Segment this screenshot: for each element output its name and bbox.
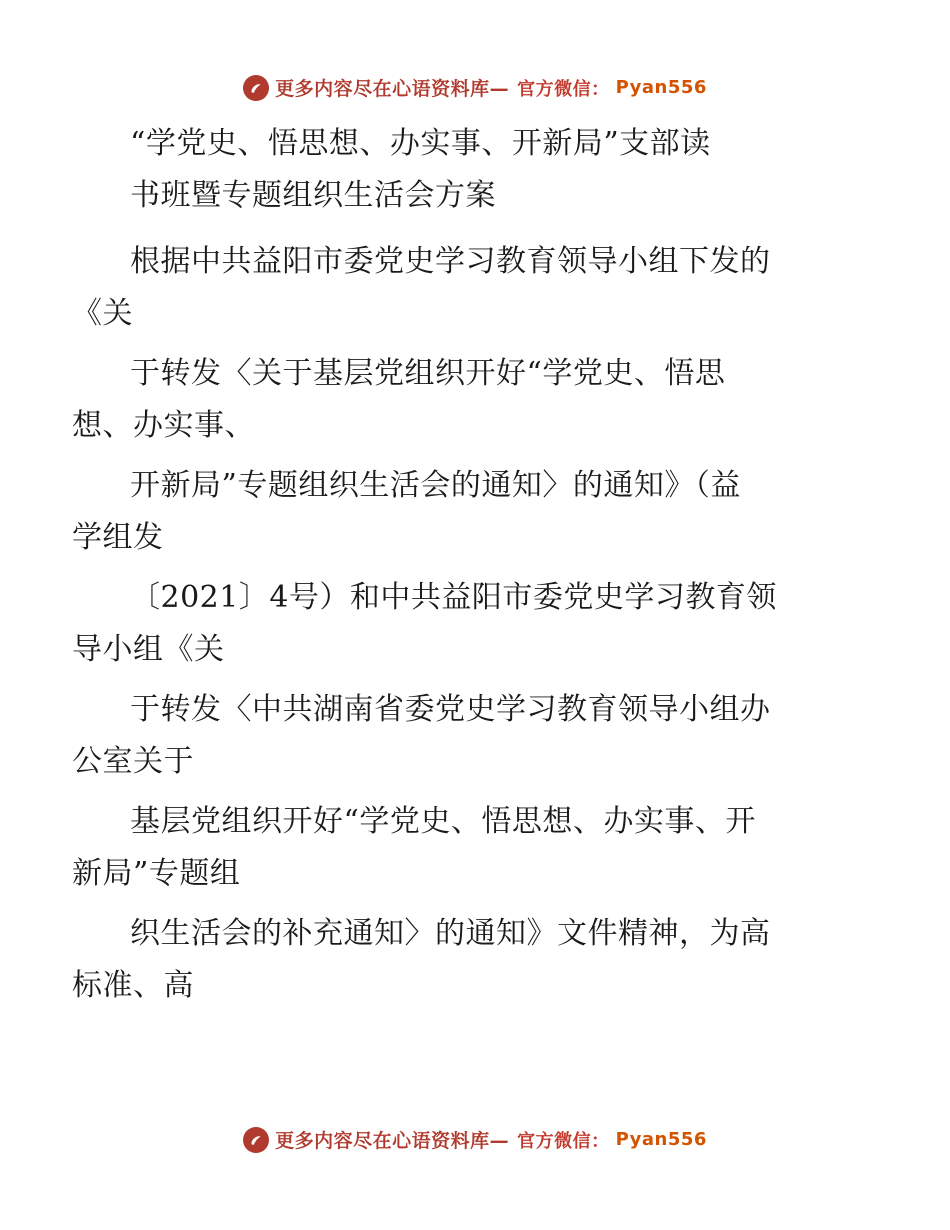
paragraph (72, 460, 878, 564)
paragraph-line: 标准、高 (72, 968, 194, 1003)
watermark-banner-top (0, 74, 950, 101)
watermark-handle: Pyan556 (615, 77, 707, 98)
paragraph-line: 想、办实事、 (72, 408, 255, 443)
paragraph-line: 根据中共益阳市委党史学习教育领导小组下发的 (130, 244, 771, 279)
paragraph-line: 《关 (72, 296, 133, 331)
paragraph-line: 学组发 (72, 520, 164, 555)
paragraph (72, 236, 878, 340)
paragraph (72, 908, 878, 1012)
paragraph-line: 基层党组织开好“学党史、悟思想、办实事、开 (130, 804, 756, 839)
paragraph-line: 新局”专题组 (72, 856, 241, 891)
paragraph (72, 796, 878, 900)
circle-logo-icon (243, 75, 269, 101)
title-line-2: 书班暨专题组织生活会方案 (130, 178, 496, 213)
watermark-handle: Pyan556 (615, 1129, 707, 1150)
paragraph (72, 348, 878, 452)
paragraph-line: 于转发〈关于基层党组织开好“学党史、悟思 (130, 356, 726, 391)
watermark-banner-bottom (0, 1126, 950, 1153)
paragraph-line: 导小组《关 (72, 632, 225, 667)
document-title (72, 118, 878, 222)
paragraph-line: 〔2021〕4号）和中共益阳市委党史学习教育领 (130, 580, 777, 615)
paragraph (72, 684, 878, 788)
paragraph-line: 开新局”专题组织生活会的通知〉的通知》（益 (130, 468, 741, 503)
watermark-main-text: 更多内容尽在心语资料库— (275, 78, 510, 100)
circle-logo-icon (243, 1127, 269, 1153)
paragraph (72, 572, 878, 676)
watermark-sub-text: 官方微信： (517, 1130, 610, 1152)
title-line-1: “学党史、悟思想、办实事、开新局”支部读 (130, 126, 711, 161)
watermark-sub-text: 官方微信： (517, 78, 610, 100)
watermark-main-text: 更多内容尽在心语资料库— (275, 1130, 510, 1152)
paragraph-line: 公室关于 (72, 744, 194, 779)
paragraph-line: 织生活会的补充通知〉的通知》文件精神，为高 (130, 916, 771, 951)
paragraph-line: 于转发〈中共湖南省委党史学习教育领导小组办 (130, 692, 771, 727)
document-body (72, 118, 878, 1020)
